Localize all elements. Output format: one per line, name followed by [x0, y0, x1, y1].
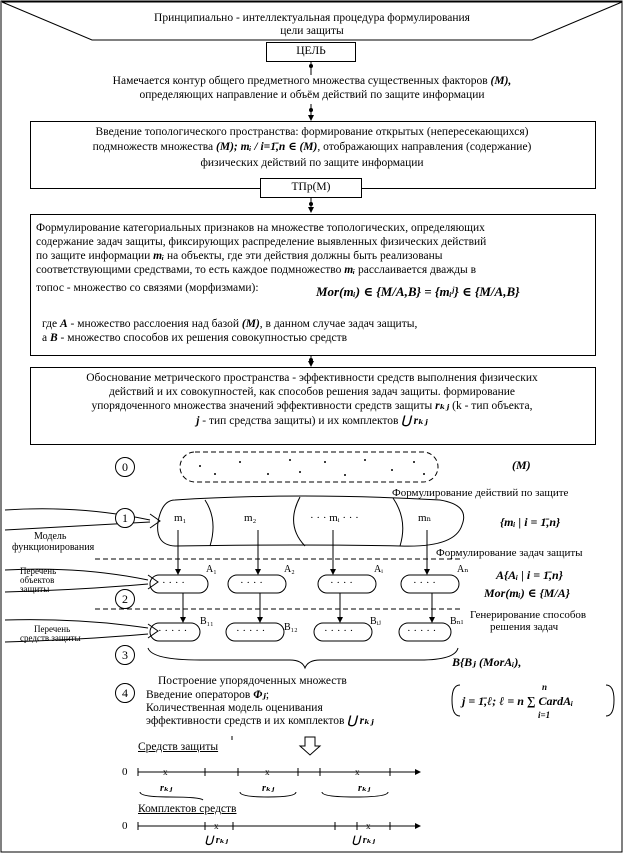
sum-top: n — [542, 682, 548, 692]
final-formula: j = 1̄,ℓ; ℓ = n ∑ CardAᵢ — [462, 694, 574, 708]
title-line2: цели защиты — [280, 25, 344, 37]
scale1-zero: 0 — [122, 766, 128, 778]
step4-line4: эффективности средств и их комплектов ⋃ rₖⱼ — [146, 715, 374, 727]
scale2-r2: ⋃ rₖⱼ — [352, 835, 375, 846]
b-label-11: B₁₁ — [200, 616, 214, 627]
actions-formula: {mᵢ | i = 1̄,n} — [500, 515, 561, 529]
categories-line4: соответствующими средствами, то есть каждое подмножество mᵢ расслаивается дважды в — [36, 264, 477, 276]
methods-label-line2: решения задач — [490, 621, 559, 633]
step4-line2: Введение операторов Φⱼ; — [146, 689, 270, 701]
step4-line3: Количественная модель оценивания — [146, 702, 323, 714]
tasks-label: Формулирование задач защиты — [436, 547, 583, 559]
svg-text:x: x — [366, 821, 371, 831]
sum-bottom: i=1 — [538, 710, 551, 720]
svg-text:x: x — [355, 767, 360, 777]
scale1-r1: rₖⱼ — [160, 783, 173, 794]
a-box-dots: · · · · — [240, 577, 263, 589]
metric-line3: упорядоченного множества значений эффективности средств защиты rₖⱼ (k - тип объекта, — [91, 400, 533, 412]
morphism-formula: Mor(mᵢ) ∈ {M/A,B} = {mᵢʲ} ∈ {M/A,B} — [316, 284, 520, 299]
scale1-label: Средств защиты — [138, 741, 219, 753]
scale2-label: Комплектов средств — [138, 803, 237, 815]
ellipse-item-n: mₙ — [418, 512, 432, 524]
goal-label: ЦЕЛЬ — [296, 45, 326, 57]
model-label-line2: функционирования — [12, 542, 95, 553]
categories-line2: содержание задач защиты, фиксирующих распределение выявленных физических действий — [36, 236, 487, 248]
a-label-n: Aₙ — [457, 564, 469, 575]
topology-tag: ТПр(М) — [291, 181, 331, 193]
tasks-formula1: A{Aᵢ | i = 1̄,n} — [496, 568, 563, 582]
a-label-2: A₂ — [284, 564, 295, 575]
actions-label: Формулирование действий по защите — [392, 487, 569, 499]
a-box-dots: · · · · — [162, 577, 185, 589]
b-label-ij: Bᵢⱼ — [370, 616, 381, 627]
topology-tag-box — [260, 178, 362, 198]
metric-line4: j - тип средства защиты) и их комплектов ⋃ rₖⱼ — [196, 415, 428, 427]
a-box-dots: · · · · — [330, 577, 353, 589]
categories-line6: где A - множество расслоения над базой (М), в данном случае задач защиты, — [42, 318, 418, 330]
a-label-1: A₁ — [206, 564, 217, 575]
b-label-12: B₁₂ — [284, 622, 298, 633]
step4-line1: Построение упорядоченных множеств — [158, 675, 347, 687]
goal-box — [266, 42, 356, 62]
ellipse-item-i: · · · mᵢ · · · — [310, 512, 359, 524]
categories-line5: топос - множество со связями (морфизмами): — [36, 282, 259, 294]
a-label-i: Aᵢ — [374, 564, 383, 575]
scale2-zero: 0 — [122, 820, 128, 832]
svg-text:x: x — [265, 767, 270, 777]
m-set-label: (M) — [512, 458, 531, 472]
svg-text:x: x — [214, 821, 219, 831]
title-line1: Принципиально - интеллектуальная процедура формулирования — [154, 12, 470, 24]
step-3-marker: 3 — [115, 645, 135, 665]
contour-line2: определяющих направление и объём действий по защите информации — [139, 89, 485, 101]
step-2-marker: 2 — [115, 589, 135, 609]
metric-line2: действий и их совокупностей, как способов решения задач защиты. формирование — [108, 386, 516, 398]
means-label-line2: средств защиты — [20, 633, 81, 643]
b-label-nl: Bₙₗ — [450, 616, 464, 627]
methods-label-line1: Генерирование способов — [470, 609, 587, 621]
topology-line1: Введение топологического пространства: формирование открытых (непересекающихся) — [95, 126, 529, 138]
svg-text:x: x — [163, 767, 168, 777]
b-box-dots: · · · · · — [324, 625, 354, 637]
model-label-line1: Модель — [34, 531, 67, 542]
b-box-dots: · · · · · — [158, 625, 188, 637]
means-label-line1: Перечень — [34, 624, 71, 634]
contour-line1: Намечается контур общего предметного множества существенных факторов (М), — [112, 75, 512, 87]
b-box-dots: · · · · · — [236, 625, 266, 637]
tasks-formula2: Mor(mᵢ) ∈ {M/A} — [484, 586, 570, 600]
step-4-marker: 4 — [115, 683, 135, 703]
metric-line1: Обоснование метрического пространства - эффективности средств выполнения физических — [86, 372, 538, 384]
categories-line1: Формулирование категориальных признаков на множестве топологических, определяющих — [36, 222, 485, 234]
categories-line3: по защите информации mᵢ на объекты, где эти действия должны быть реализованы — [36, 250, 443, 262]
objects-label-line3: защиты — [20, 584, 50, 594]
scale2-r1: ⋃ rₖⱼ — [205, 835, 228, 846]
methods-formula: B{Bⱼ (MorAᵢ), — [452, 655, 522, 669]
b-box-dots: · · · · · — [407, 625, 437, 637]
step-0-marker: 0 — [115, 457, 135, 477]
scale1-r2: rₖⱼ — [262, 783, 275, 794]
m-set-ellipse — [180, 452, 438, 482]
scale1-r3: rₖⱼ — [358, 783, 371, 794]
ellipse-item-2: m₂ — [244, 512, 257, 524]
categories-line7: а B - множество способов их решения совокупностью средств — [42, 332, 348, 344]
topology-line2: подмножеств множества (М); mᵢ / i=1̄,n ∈ (М), отображающих направления (содержание) — [92, 141, 532, 153]
topology-line3: физических действий по защите информации — [200, 157, 424, 169]
ellipse-item-1: m₁ — [174, 512, 187, 524]
step-1-marker: 1 — [115, 508, 135, 528]
objects-label-line2: объектов — [20, 575, 55, 585]
a-box-dots: · · · · — [413, 577, 436, 589]
objects-label-line1: Перечень — [20, 566, 57, 576]
